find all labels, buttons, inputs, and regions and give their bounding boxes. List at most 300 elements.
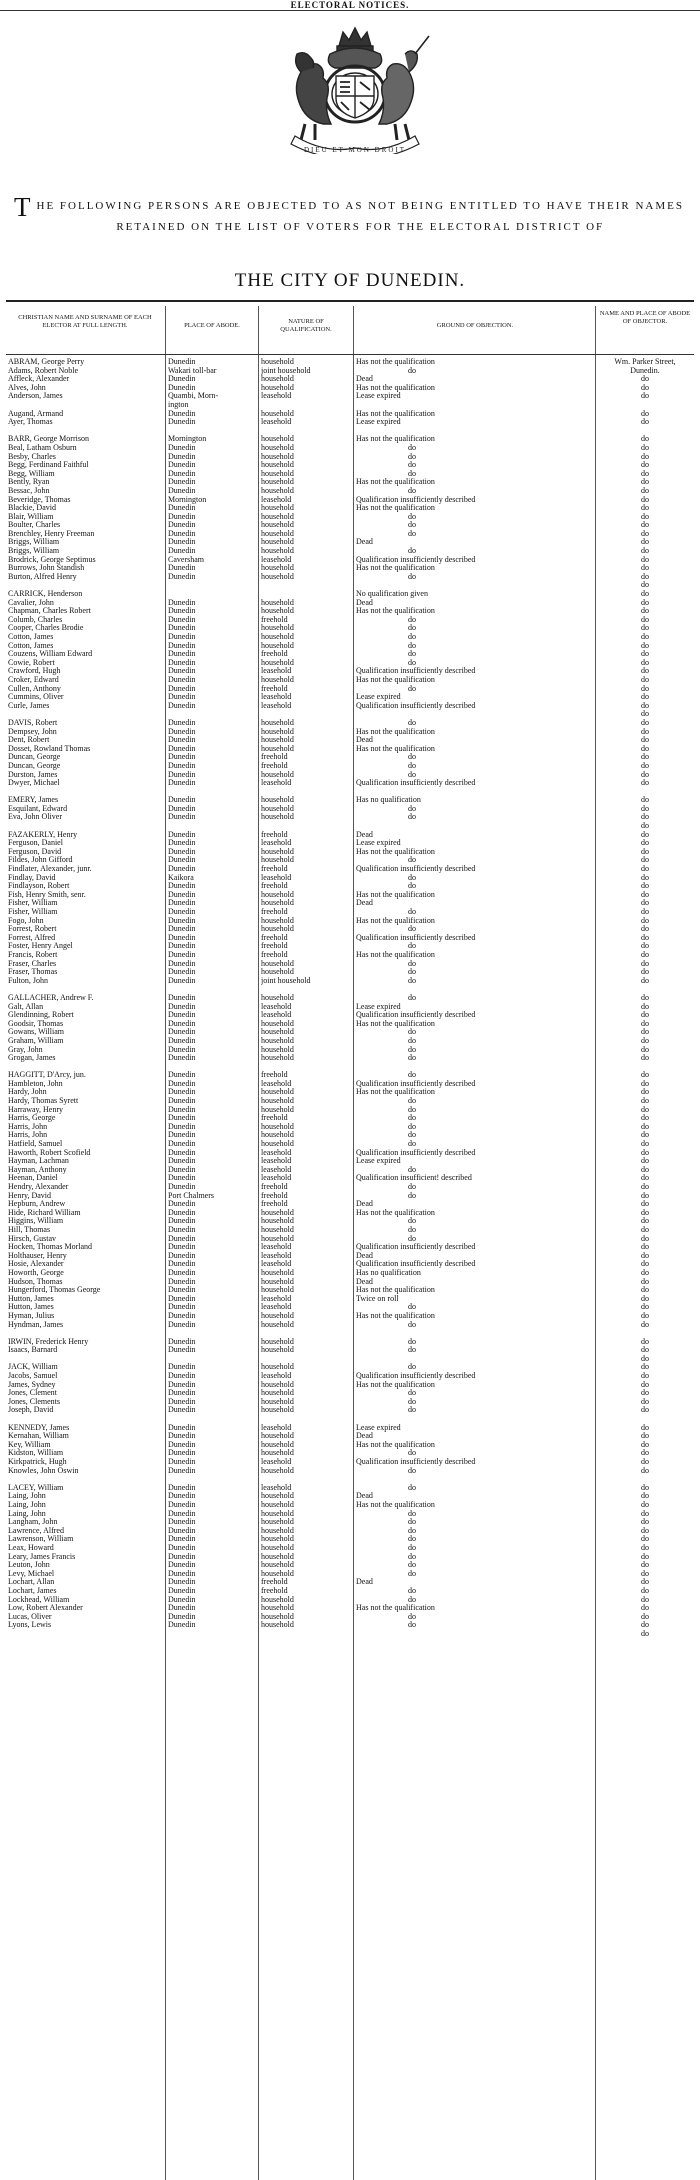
- qualification: freehold: [261, 1114, 288, 1123]
- table-row: [6, 513, 694, 522]
- table-row: [6, 856, 694, 865]
- objector: do: [641, 658, 649, 667]
- table-row: [6, 813, 694, 822]
- elector-name: Joseph, David: [8, 1406, 54, 1415]
- place-of-abode: Dunedin: [168, 753, 196, 762]
- objector: do: [641, 538, 649, 547]
- objector: do: [641, 1483, 649, 1492]
- elector-name: Higgins, William: [8, 1217, 64, 1226]
- ground-of-objection: Has not the qualification: [356, 916, 435, 925]
- objector: do: [641, 1071, 649, 1080]
- ground-of-objection: do: [408, 366, 416, 375]
- qualification: household: [261, 1277, 294, 1286]
- elector-name: Hendry, Alexander: [8, 1183, 69, 1191]
- table-row: [6, 590, 694, 599]
- objector: do: [641, 675, 649, 684]
- place-of-abode: Dunedin: [168, 529, 196, 538]
- qualification: household: [261, 538, 294, 547]
- elector-name: Ayer, Thomas: [8, 418, 53, 427]
- place-of-abode: Dunedin: [168, 976, 196, 985]
- objector: do: [641, 461, 649, 470]
- elector-name: Burrows, John Standish: [8, 564, 85, 573]
- elector-name: Foster, Henry Angel: [8, 942, 73, 951]
- ground-of-objection: Has not the qualification: [356, 1208, 435, 1217]
- ground-of-objection: do: [408, 633, 416, 641]
- table-row: [6, 1071, 694, 1080]
- ground-of-objection: do: [408, 942, 416, 951]
- elector-name: Grogan, James: [8, 1054, 56, 1063]
- elector-name: Haworth, Robert Scofield: [8, 1148, 91, 1157]
- objector: do: [641, 1045, 649, 1054]
- elector-name: Francis, Robert: [8, 950, 58, 959]
- table-row: [6, 1510, 694, 1519]
- table-row: [6, 796, 694, 805]
- qualification: household: [261, 1346, 294, 1355]
- table-row: [6, 822, 694, 831]
- objector: do: [641, 839, 649, 848]
- qualification: freehold: [261, 950, 288, 959]
- place-of-abode: Dunedin: [168, 1406, 196, 1415]
- table-row: [6, 848, 694, 857]
- objector: do: [641, 968, 649, 977]
- table-row: [6, 1338, 694, 1347]
- place-of-abode: Dunedin: [168, 1458, 196, 1466]
- place-of-abode: Dunedin: [168, 693, 196, 702]
- objector: do: [641, 736, 649, 745]
- ground-of-objection: Qualification insufficiently described: [356, 1011, 476, 1020]
- place-of-abode: Dunedin: [168, 443, 196, 452]
- place-of-abode: Dunedin: [168, 1578, 196, 1587]
- ground-of-objection: do: [408, 1183, 416, 1191]
- notice-intro: [14, 192, 686, 238]
- ground-of-objection: do: [408, 572, 416, 581]
- objector: do: [641, 624, 649, 633]
- place-of-abode: Dunedin: [168, 675, 196, 684]
- place-of-abode: Dunedin: [168, 358, 196, 366]
- elector-name: Hosie, Alexander: [8, 1260, 64, 1269]
- elector-name: Dent, Robert: [8, 736, 50, 745]
- qualification: freehold: [261, 1200, 288, 1209]
- table-row: [6, 1235, 694, 1244]
- elector-name: Findlater, Alexander, junr.: [8, 865, 92, 874]
- place-of-abode: Dunedin: [168, 1372, 196, 1381]
- table-row: [6, 547, 694, 556]
- elector-name: Ferguson, David: [8, 847, 62, 856]
- ground-of-objection: Has not the qualification: [356, 675, 435, 684]
- elector-name: Cullen, Anthony: [8, 684, 61, 693]
- elector-name: Lochart, Allan: [8, 1578, 55, 1587]
- objector: do: [641, 1054, 649, 1063]
- objector: do: [641, 1260, 649, 1269]
- place-of-abode: Dunedin: [168, 1148, 196, 1157]
- elector-name: Henry, David: [8, 1191, 52, 1200]
- objector: do: [641, 418, 649, 427]
- table-row: [6, 444, 694, 453]
- elector-name: Findlayson, Robert: [8, 882, 70, 891]
- qualification: leasehold: [261, 1251, 292, 1260]
- ground-of-objection: do: [408, 908, 416, 916]
- table-row: [6, 676, 694, 685]
- ground-of-objection: Qualification insufficiently described: [356, 667, 476, 676]
- ground-of-objection: Dead: [356, 1432, 373, 1441]
- objector: do: [641, 1131, 649, 1140]
- elector-name: Laing, John: [8, 1492, 46, 1501]
- place-of-abode: Dunedin: [168, 1054, 196, 1063]
- qualification: household: [261, 1097, 294, 1106]
- table-row: [6, 1243, 694, 1252]
- elector-name: James, Sydney: [8, 1380, 56, 1389]
- place-of-abode: Dunedin: [168, 1621, 196, 1630]
- table-row: [6, 453, 694, 462]
- elector-name: Affleck, Alexander: [8, 375, 70, 384]
- ground-of-objection: do: [408, 1337, 416, 1346]
- elector-name: Augand, Armand: [8, 409, 64, 418]
- table-row: [6, 599, 694, 608]
- elector-name: Holthauser, Henry: [8, 1251, 67, 1260]
- qualification: household: [261, 478, 294, 487]
- table-row: [6, 1346, 694, 1355]
- objector: do: [641, 1449, 649, 1458]
- objector: do: [641, 607, 649, 616]
- ground-of-objection: do: [408, 512, 416, 521]
- elector-name: Forrest, Alfred: [8, 933, 56, 942]
- place-of-abode: Dunedin: [168, 1311, 196, 1320]
- objector: do: [641, 753, 649, 762]
- qualification: freehold: [261, 933, 288, 942]
- objector: do: [641, 1294, 649, 1303]
- objector: do: [641, 1165, 649, 1174]
- qualification: household: [261, 529, 294, 538]
- qualification: household: [261, 796, 294, 805]
- place-of-abode: Dunedin: [168, 598, 196, 607]
- objector: do: [641, 1595, 649, 1604]
- objector: do: [641, 1543, 649, 1552]
- objector: do: [641, 1397, 649, 1406]
- place-of-abode: Dunedin: [168, 1380, 196, 1389]
- elector-name: Hyman, Julius: [8, 1311, 55, 1320]
- qualification: household: [261, 572, 294, 581]
- table-row: [6, 1200, 694, 1209]
- qualification: household: [261, 1105, 294, 1114]
- objector: do: [641, 1586, 649, 1595]
- objector: do: [641, 1105, 649, 1114]
- table-row: [6, 994, 694, 1003]
- objector: do: [641, 908, 649, 916]
- ground-of-objection: do: [408, 1320, 416, 1329]
- place-of-abode: Dunedin: [168, 959, 196, 968]
- table-row: [6, 1458, 694, 1467]
- ground-of-objection: do: [408, 813, 416, 822]
- page-header: ELECTORAL NOTICES.: [290, 0, 410, 10]
- qualification: household: [261, 1320, 294, 1329]
- qualification: leasehold: [261, 1243, 292, 1252]
- elector-name: Harris, George: [8, 1114, 56, 1123]
- qualification: household: [261, 375, 294, 384]
- qualification: household: [261, 1019, 294, 1028]
- objector: do: [641, 959, 649, 968]
- objector: do: [641, 1208, 649, 1217]
- ground-of-objection: do: [408, 770, 416, 779]
- objector: do: [641, 1466, 649, 1475]
- table-row: [6, 891, 694, 900]
- ground-of-objection: Qualification insufficiently described: [356, 1243, 476, 1252]
- ground-of-objection: Lease expired: [356, 392, 401, 401]
- elector-name: JACK, William: [8, 1363, 58, 1372]
- table-row: [6, 968, 694, 977]
- qualification: household: [261, 1268, 294, 1277]
- place-of-abode: Dunedin: [168, 1440, 196, 1449]
- royal-coat-of-arms: [235, 24, 475, 154]
- elector-name: Forrest, Robert: [8, 925, 57, 934]
- elector-name: Bently, Ryan: [8, 478, 50, 487]
- objector: do: [641, 1363, 649, 1372]
- table-row: [6, 461, 694, 470]
- table-row: [6, 496, 694, 505]
- place-of-abode: Dunedin: [168, 701, 196, 710]
- elector-name: Dempsey, John: [8, 727, 57, 736]
- objector: do: [641, 1535, 649, 1544]
- ground-of-objection: Has no qualification: [356, 1268, 421, 1277]
- qualification: freehold: [261, 865, 288, 874]
- place-of-abode: Dunedin: [168, 1097, 196, 1106]
- qualification: household: [261, 624, 294, 633]
- qualification: household: [261, 633, 294, 641]
- elector-name: Hudson, Thomas: [8, 1277, 63, 1286]
- elector-name: Harris, John: [8, 1131, 48, 1140]
- table-row: [6, 624, 694, 633]
- objector: do: [641, 847, 649, 856]
- objector: do: [641, 993, 649, 1002]
- qualification: household: [261, 744, 294, 753]
- elector-name: Howorth, George: [8, 1268, 64, 1277]
- place-of-abode: Dunedin: [168, 650, 196, 659]
- table-row: [6, 942, 694, 951]
- elector-name: Cummins, Oliver: [8, 693, 64, 702]
- elector-name: Columb, Charles: [8, 615, 63, 624]
- elector-name: Fraser, Charles: [8, 959, 57, 968]
- qualification: household: [261, 993, 294, 1002]
- elector-name: Langham, John: [8, 1518, 58, 1527]
- ground-of-objection: do: [408, 684, 416, 693]
- ground-of-objection: Qualification insufficiently described: [356, 779, 476, 788]
- table-row: [6, 1149, 694, 1158]
- objector: do: [641, 1423, 649, 1432]
- place-of-abode: Dunedin: [168, 538, 196, 547]
- objector: do: [641, 1612, 649, 1621]
- elector-name: Kernahan, William: [8, 1432, 69, 1441]
- objector: do: [641, 1458, 649, 1466]
- elector-name: Briggs, William: [8, 547, 60, 556]
- place-of-abode: Dunedin: [168, 375, 196, 384]
- ground-of-objection: Dead: [356, 899, 373, 908]
- elector-name: Jacobs, Samuel: [8, 1372, 58, 1381]
- objector: do: [641, 641, 649, 650]
- elector-name: Beal, Latham Osburn: [8, 443, 77, 452]
- elector-name: LACEY, William: [8, 1483, 64, 1492]
- elector-name: Levy, Michael: [8, 1569, 55, 1578]
- elector-name: Hide, Richard William: [8, 1208, 81, 1217]
- place-of-abode: Dunedin: [168, 1122, 196, 1131]
- ground-of-objection: Has not the qualification: [356, 1286, 435, 1295]
- place-of-abode: Dunedin: [168, 830, 196, 839]
- objector: do: [641, 822, 649, 831]
- objector: do: [641, 1200, 649, 1209]
- ground-of-objection: Dead: [356, 736, 373, 745]
- elector-name: Fogo, John: [8, 916, 44, 925]
- objector: do: [641, 443, 649, 452]
- objector: do: [641, 409, 649, 418]
- place-of-abode: Dunedin: [168, 796, 196, 805]
- ground-of-objection: Lease expired: [356, 418, 401, 427]
- qualification: household: [261, 1561, 294, 1570]
- objector: do: [641, 529, 649, 538]
- qualification: leasehold: [261, 1423, 292, 1432]
- elector-name: Kirkpatrick, Hugh: [8, 1458, 67, 1466]
- objector: do: [641, 1002, 649, 1011]
- place-of-abode: Dunedin: [168, 1595, 196, 1604]
- table-row: [6, 951, 694, 960]
- elector-name: Esquilant, Edward: [8, 804, 68, 813]
- place-of-abode: Dunedin: [168, 916, 196, 925]
- table-row: [6, 934, 694, 943]
- objector: do: [641, 1604, 649, 1613]
- elector-name: Goodsir, Thomas: [8, 1019, 64, 1028]
- ground-of-objection: do: [408, 1028, 416, 1037]
- elector-name: Briggs, William: [8, 538, 60, 547]
- qualification: household: [261, 736, 294, 745]
- table-row: [6, 401, 694, 410]
- objector: do: [641, 1122, 649, 1131]
- objector: do: [641, 1174, 649, 1183]
- ground-of-objection: Has not the qualification: [356, 1604, 435, 1613]
- place-of-abode: Dunedin: [168, 993, 196, 1002]
- ground-of-objection: do: [408, 1097, 416, 1106]
- ground-of-objection: do: [408, 1234, 416, 1243]
- place-of-abode: Dunedin: [168, 1002, 196, 1011]
- qualification: household: [261, 1286, 294, 1295]
- objector: do: [641, 1019, 649, 1028]
- elector-name: Besby, Charles: [8, 452, 56, 461]
- ground-of-objection: do: [408, 1071, 416, 1080]
- elector-name: Cowie, Robert: [8, 658, 55, 667]
- ground-of-objection: do: [408, 1140, 416, 1149]
- qualification: leasehold: [261, 779, 292, 788]
- elector-name: Hill, Thomas: [8, 1225, 51, 1234]
- qualification: household: [261, 469, 294, 478]
- place-of-abode: Wakari toll-bar: [168, 366, 217, 375]
- qualification: freehold: [261, 650, 288, 659]
- qualification: household: [261, 1552, 294, 1561]
- ground-of-objection: Has not the qualification: [356, 435, 435, 444]
- objector: do: [641, 495, 649, 504]
- objector: do: [641, 1389, 649, 1398]
- elector-name: Fish, Henry Smith, senr.: [8, 890, 86, 899]
- ground-of-objection: Dead: [356, 1492, 373, 1501]
- place-of-abode: Dunedin: [168, 1174, 196, 1183]
- place-of-abode: Dunedin: [168, 1183, 196, 1191]
- ground-of-objection: Lease expired: [356, 693, 401, 702]
- qualification: leasehold: [261, 1303, 292, 1312]
- table-row: [6, 418, 694, 427]
- place-of-abode: Dunedin: [168, 469, 196, 478]
- objector: do: [641, 933, 649, 942]
- qualification: household: [261, 718, 294, 727]
- elector-name: Fisher, William: [8, 899, 58, 908]
- elector-name: Cavalier, John: [8, 598, 54, 607]
- ground-of-objection: do: [408, 1131, 416, 1140]
- ground-of-objection: Has not the qualification: [356, 950, 435, 959]
- section-gap: [6, 1415, 694, 1424]
- table-row: [6, 1295, 694, 1304]
- table-row: [6, 530, 694, 539]
- objector: do: [641, 693, 649, 702]
- elector-name: Begg, Ferdinand Faithful: [8, 461, 89, 470]
- table-row: [6, 1621, 694, 1630]
- ground-of-objection: do: [408, 1105, 416, 1114]
- place-of-abode: Dunedin: [168, 1251, 196, 1260]
- objector: do: [641, 1380, 649, 1389]
- place-of-abode: Dunedin: [168, 1526, 196, 1535]
- ground-of-objection: do: [408, 804, 416, 813]
- ground-of-objection: Has not the qualification: [356, 1019, 435, 1028]
- place-of-abode: Dunedin: [168, 1234, 196, 1243]
- qualification: leasehold: [261, 495, 292, 504]
- elector-name: Bessac, John: [8, 486, 50, 495]
- qualification: leasehold: [261, 1165, 292, 1174]
- section-gap: [6, 427, 694, 436]
- place-of-abode: Dunedin: [168, 942, 196, 951]
- ground-of-objection: Has not the qualification: [356, 744, 435, 753]
- table-row: [6, 1020, 694, 1029]
- place-of-abode: Dunedin: [168, 521, 196, 530]
- elector-name: Hardy, John: [8, 1088, 47, 1097]
- title-rule: [6, 300, 694, 302]
- ground-of-objection: do: [408, 753, 416, 762]
- elector-name: BARR, George Morrison: [8, 435, 89, 444]
- table-row: [6, 1278, 694, 1287]
- table-row: [6, 538, 694, 547]
- objector: do: [641, 1036, 649, 1045]
- elector-name: Harraway, Henry: [8, 1105, 64, 1114]
- table-row: [6, 470, 694, 479]
- objector: do: [641, 512, 649, 521]
- place-of-abode: Dunedin: [168, 1569, 196, 1578]
- objector: do: [641, 1440, 649, 1449]
- objector: do: [641, 761, 649, 770]
- place-of-abode: Dunedin: [168, 1208, 196, 1217]
- table-row: [6, 616, 694, 625]
- table-row: [6, 1630, 694, 1639]
- elector-name: Fildes, John Gifford: [8, 856, 73, 865]
- objector: do: [641, 1621, 649, 1630]
- qualification: household: [261, 486, 294, 495]
- elector-name: Blair, William: [8, 512, 54, 521]
- elector-name: Hatfield, Samuel: [8, 1140, 63, 1149]
- qualification: household: [261, 1526, 294, 1535]
- table-row: [6, 1106, 694, 1115]
- objector: do: [641, 1079, 649, 1088]
- qualification: household: [261, 1045, 294, 1054]
- elector-name: Boulter, Charles: [8, 521, 61, 530]
- qualification: household: [261, 1595, 294, 1604]
- ground-of-objection: No qualification given: [356, 590, 428, 599]
- ground-of-objection: Has not the qualification: [356, 564, 435, 573]
- qualification: leasehold: [261, 1157, 292, 1166]
- ground-of-objection: do: [408, 1036, 416, 1045]
- place-of-abode: Dunedin: [168, 1466, 196, 1475]
- table-row: [6, 650, 694, 659]
- place-of-abode: Dunedin: [168, 761, 196, 770]
